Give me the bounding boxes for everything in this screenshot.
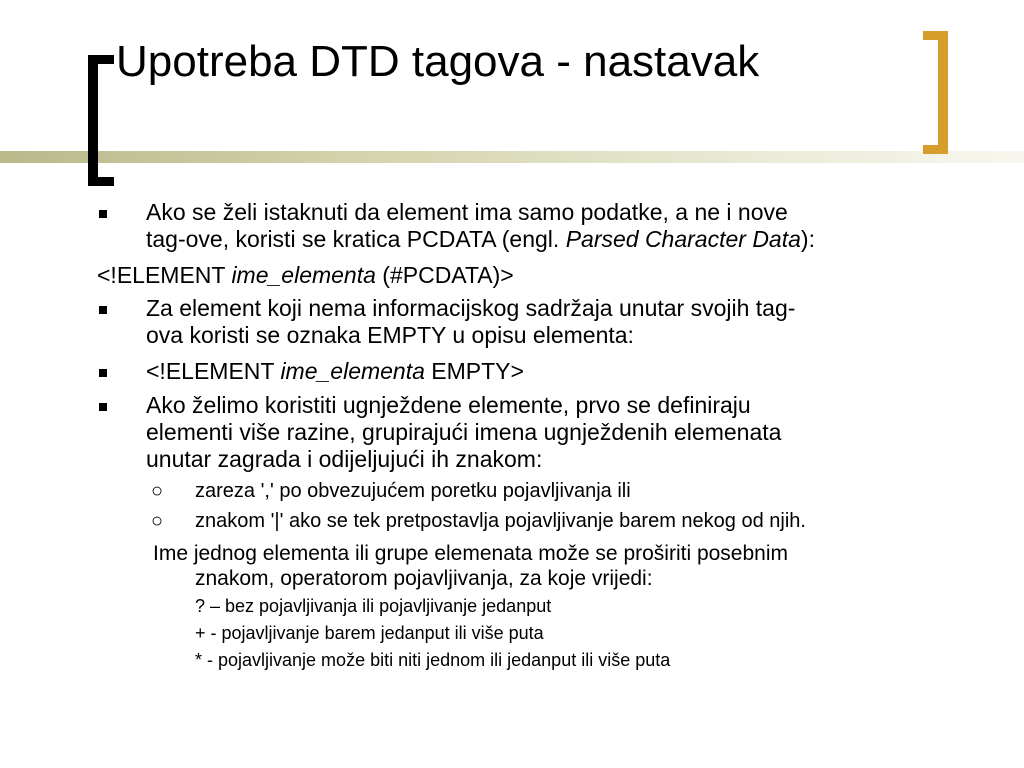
paragraph-text: znakom, operatorom pojavljivanja, za koje vrijedi:	[195, 567, 653, 590]
operator-rule-star: * - pojavljivanje može biti niti jednom ili jedanput ili više puta	[195, 650, 671, 670]
operator-rule-plus: + - pojavljivanje barem jedanput ili više puta	[195, 623, 544, 643]
bullet-text: unutar zagrada i odijeljujući ih znakom:	[146, 446, 543, 472]
slide-title: Upotreba DTD tagova - nastavak	[116, 37, 760, 86]
bullet-text: Za element koji nema informacijskog sadržaja unutar svojih tag-	[146, 295, 796, 321]
bullet-text: Ako želimo koristiti ugnježdene elemente, prvo se definiraju	[146, 392, 751, 418]
square-bullet-icon	[99, 369, 107, 377]
bullet-text: ova koristi se oznaka EMPTY u opisu elementa:	[146, 322, 634, 348]
circle-bullet-icon: ○	[151, 480, 164, 502]
bullet-text: Ako se želi istaknuti da element ima samo podatke, a ne i nove	[146, 199, 788, 225]
element-declaration-pcdata: <!ELEMENT ime_elementa (#PCDATA)>	[97, 262, 514, 288]
title-underline-band	[0, 151, 1024, 163]
bullet-text: tag-ove, koristi se kratica PCDATA (engl. Parsed Character Data):	[146, 226, 815, 252]
circle-bullet-icon: ○	[151, 510, 164, 532]
element-declaration-empty: <!ELEMENT ime_elementa EMPTY>	[146, 358, 524, 384]
square-bullet-icon	[99, 306, 107, 314]
sub-bullet-text: znakom '|' ako se tek pretpostavlja pojavljivanje barem nekog od njih.	[195, 510, 806, 532]
operator-rule-optional: ? – bez pojavljivanja ili pojavljivanje jedanput	[195, 596, 552, 616]
square-bullet-icon	[99, 210, 107, 218]
paragraph-text: Ime jednog elementa ili grupe elemenata može se proširiti posebnim	[153, 542, 789, 565]
bullet-text: elementi više razine, grupirajući imena ugnježdenih elemenata	[146, 419, 782, 445]
square-bullet-icon	[99, 403, 107, 411]
sub-bullet-text: zareza ',' po obvezujućem poretku pojavljivanja ili	[195, 480, 631, 502]
